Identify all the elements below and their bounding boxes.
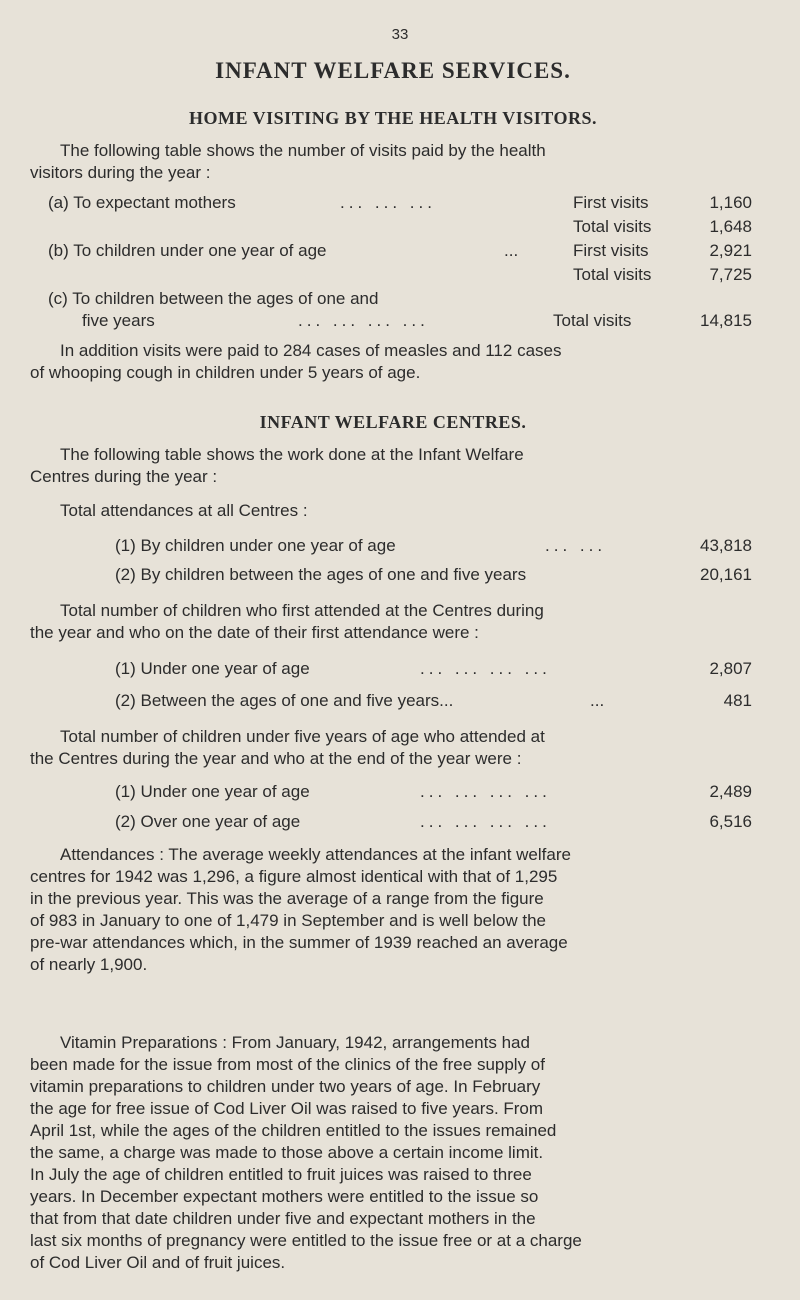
- first-attended-row-value: 481: [723, 691, 752, 710]
- first-attended-line-2: the year and who on the date of their first attendance were :: [30, 623, 479, 642]
- paragraph-line: Vitamin Preparations : From January, 1942, arrangements had: [60, 1033, 530, 1052]
- paragraph-line: last six months of pregnancy were entitled to the issue free or at a charge: [30, 1231, 582, 1250]
- vitamin-paragraph: [30, 1032, 756, 1274]
- page-title: INFANT WELFARE SERVICES.: [215, 58, 571, 83]
- leader-dots: ...: [590, 691, 605, 710]
- visit-row-type: First visits: [573, 193, 649, 212]
- attendance-row-value: 20,161: [700, 565, 752, 584]
- first-attended-row-label: (2) Between the ages of one and five years...: [115, 691, 454, 710]
- paragraph-line: years. In December expectant mothers were entitled to the issue so: [30, 1187, 539, 1206]
- visit-row-label: (c) To children between the ages of one and: [48, 289, 379, 308]
- paragraph-line: of nearly 1,900.: [30, 955, 148, 974]
- total-attendances-label: Total attendances at all Centres :: [60, 501, 308, 520]
- end-of-year-row-label: (1) Under one year of age: [115, 782, 310, 801]
- home-intro-line-2: visitors during the year :: [30, 163, 211, 182]
- attendance-row-value: 43,818: [700, 536, 752, 555]
- paragraph-line: of 983 in January to one of 1,479 in September and is well below the: [30, 911, 547, 930]
- visit-row-value: 1,160: [709, 193, 752, 212]
- end-of-year-row-label: (2) Over one year of age: [115, 812, 301, 831]
- paragraph-line: April 1st, while the ages of the children entitled to the issues remained: [30, 1121, 557, 1140]
- leader-dots: ...: [504, 241, 519, 260]
- paragraph-line: the same, a charge was made to those above a certain income limit.: [30, 1143, 544, 1162]
- end-of-year-line-1: Total number of children under five years of age who attended at: [60, 727, 545, 746]
- attendance-row-label: (2) By children between the ages of one and five years: [115, 565, 527, 584]
- visit-row-label: (b) To children under one year of age: [48, 241, 327, 260]
- visit-row-type: Total visits: [573, 265, 652, 284]
- visit-row-label: (a) To expectant mothers: [48, 193, 236, 212]
- page-number: 33: [391, 26, 409, 43]
- home-intro-line-1: The following table shows the number of visits paid by the health: [60, 141, 546, 160]
- attendances-paragraph: [30, 844, 756, 976]
- visit-row-type: First visits: [573, 241, 649, 260]
- centres-intro-line-2: Centres during the year :: [30, 467, 218, 486]
- centres-intro-line-1: The following table shows the work done at the Infant Welfare: [60, 445, 524, 464]
- leader-dots: ... ... ... ...: [420, 659, 551, 678]
- paragraph-line: pre-war attendances which, in the summer of 1939 reached an average: [30, 933, 568, 952]
- leader-dots: ... ...: [545, 536, 607, 555]
- paragraph-line: centres for 1942 was 1,296, a figure almost identical with that of 1,295: [30, 867, 558, 886]
- end-of-year-row-value: 2,489: [709, 782, 752, 801]
- attendance-row-label: (1) By children under one year of age: [115, 536, 396, 555]
- leader-dots: ... ... ...: [340, 193, 436, 212]
- visit-row-type: Total visits: [553, 311, 632, 330]
- paragraph-line: in the previous year. This was the average of a range from the figure: [30, 889, 544, 908]
- paragraph-line: Attendances : The average weekly attendances at the infant welfare: [60, 845, 571, 864]
- visit-row-value: 2,921: [709, 241, 752, 260]
- paragraph-line: that from that date children under five and expectant mothers in the: [30, 1209, 536, 1228]
- visit-row-label-cont: five years: [82, 311, 155, 330]
- visit-row-value: 7,725: [709, 265, 752, 284]
- paragraph-line: of Cod Liver Oil and of fruit juices.: [30, 1253, 286, 1272]
- paragraph-line: the age for free issue of Cod Liver Oil was raised to five years. From: [30, 1099, 544, 1118]
- home-addition-line-1: In addition visits were paid to 284 cases of measles and 112 cases: [60, 341, 562, 360]
- first-attended-row-value: 2,807: [709, 659, 752, 678]
- leader-dots: ... ... ... ...: [420, 812, 551, 831]
- home-addition-line-2: of whooping cough in children under 5 years of age.: [30, 363, 421, 382]
- end-of-year-row-value: 6,516: [709, 812, 752, 831]
- leader-dots: ... ... ... ...: [420, 782, 551, 801]
- leader-dots: ... ... ... ...: [298, 311, 429, 330]
- home-visiting-heading: HOME VISITING BY THE HEALTH VISITORS.: [189, 108, 597, 128]
- centres-heading: INFANT WELFARE CENTRES.: [259, 412, 527, 432]
- first-attended-line-1: Total number of children who first attended at the Centres during: [60, 601, 544, 620]
- visit-row-value: 1,648: [709, 217, 752, 236]
- visit-row-type: Total visits: [573, 217, 652, 236]
- paragraph-line: been made for the issue from most of the clinics of the free supply of: [30, 1055, 545, 1074]
- paragraph-line: vitamin preparations to children under two years of age. In February: [30, 1077, 541, 1096]
- end-of-year-line-2: the Centres during the year and who at the end of the year were :: [30, 749, 522, 768]
- paragraph-line: In July the age of children entitled to fruit juices was raised to three: [30, 1165, 532, 1184]
- visit-row-value: 14,815: [700, 311, 752, 330]
- first-attended-row-label: (1) Under one year of age: [115, 659, 310, 678]
